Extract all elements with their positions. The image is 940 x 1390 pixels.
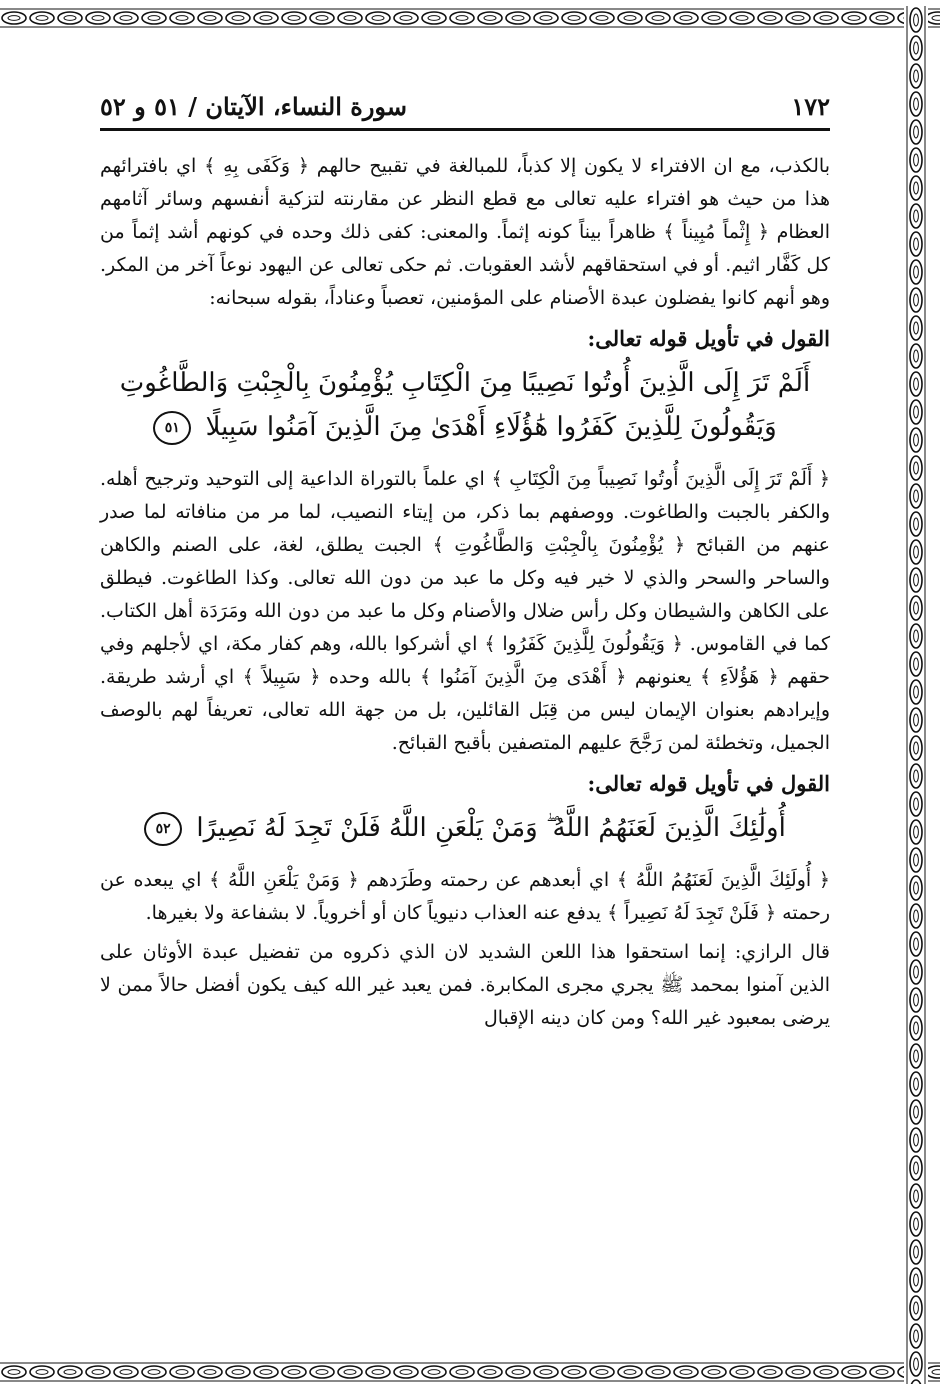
verse-line-text: أُولَٰئِكَ الَّذِينَ لَعَنَهُمُ اللَّهُ ۖ وَمَنْ يَلْعَنِ اللَّهُ فَلَنْ تَجِدَ لَهُ نَصِيرًا (196, 813, 786, 843)
verse-line (100, 806, 830, 850)
verse-number-badge: ٥١ (153, 411, 191, 445)
decorative-border-bottom (0, 1360, 940, 1384)
section-heading-2: القول في تأويل قوله تعالى: (587, 771, 830, 796)
verse-line: أَلَمْ تَرَ إِلَى الَّذِينَ أُوتُوا نَصِيبًا مِنَ الْكِتَابِ يُؤْمِنُونَ بِالْجِبْتِ وَالطَّاغُوتِ (119, 368, 811, 398)
razi-quote-paragraph: قال الرازي: إنما استحقوا هذا اللعن الشديد لان الذي ذكروه من تفضيل عبدة الأوثان على الذين آمنوا بمحمد ﷺ يجري مجرى المكابرة. فمن يعبد غير الله كيف يكون أفضل حالاً ممن لا يرضى بمعبود غير الله؟ ومن كان دينه الإقبال (100, 941, 830, 1029)
commentary-paragraph-2: ﴿ أُولَئِكَ الَّذِينَ لَعَنَهُمُ اللَّهُ ﴾ اي أبعدهم عن رحمته وطَرَدهم ﴿ وَمَنْ يَلْعَنِ اللَّهُ ﴾ اي يبعده عن رحمته ﴿ فَلَنْ تَجِدَ لَهُ نَصِيراً ﴾ يدفع عنه العذاب دنيوياً كان أو أخروياً. لا بشفاعة ولا بغيرها. (100, 869, 830, 924)
quran-verse-51 (100, 361, 830, 449)
page-body (100, 150, 830, 1041)
page-title: سورة النساء، الآيتان / ٥١ و ٥٢ (100, 91, 407, 121)
verse-number-badge: ٥٢ (144, 812, 182, 846)
page-header (100, 86, 830, 126)
commentary-paragraph-1: ﴿ أَلَمْ تَرَ إِلَى الَّذِينَ أُوتُوا نَصِيباً مِنَ الْكِتَابِ ﴾ اي علماً بالتوراة الداعية إلى التوحيد وترجيح أهله. والكفر بالجبت والطاغوت. ووصفهم بما ذكر، من إيتاء النصيب، لما مر من منافاته لما صدر عنهم من القبائح ﴿ يُؤْمِنُونَ بِالْجِبْتِ وَالطَّاغُوتِ ﴾ الجبت يطلق، لغة، على الصنم والكاهن والساحر والسحر والذي لا خير فيه وكل ما عبد من دون الله تعالى. وكذا الطاغوت. فيطلق على الكاهن والشيطان وكل رأس ضلال والأصنام وكل ما عبد من دون الله ومَرَدَة أهل الكتاب. كما في القاموس. ﴿ وَيَقُولُونَ لِلَّذِينَ كَفَرُوا ﴾ اي أشركوا بالله، وهم كفار مكة، اي لأجلهم وفي حقهم ﴿ هَؤُلاَءِ ﴾ يعنونهم ﴿ أَهْدَى مِنَ الَّذِينَ آمَنُوا ﴾ بالله وحده ﴿ سَبِيلاً ﴾ اي أرشد طريقة. وإيرادهم بعنوان الإيمان ليس من قِبَل القائلين، بل من جهة الله تعالى، تعريفاً لهم بالوصف الجميل، وتخطئة لمن رَجَّحَ عليهم المتصفين بأقبح القبائح. (100, 468, 830, 754)
verse-line (100, 405, 830, 449)
decorative-border-right (904, 6, 928, 1384)
page-number: ١٧٢ (791, 91, 830, 121)
header-divider (100, 128, 830, 131)
intro-paragraph: بالكذب، مع ان الافتراء لا يكون إلا كذباً، للمبالغة في تقبيح حالهم ﴿ وَكَفَى بِهِ ﴾ اي بافترائهم هذا من حيث هو افتراء عليه تعالى مع قطع النظر عن مقارنته لتزكية أنفسهم وسائر آثامهم العظام ﴿ إِثْماً مُبِيناً ﴾ ظاهراً بيناً كونه إثماً. والمعنى: كفى ذلك وحده في كونهم أشد إثماً من كل كَفَّار اثيم. أو في استحقاقهم لأشد العقوبات. ثم حكى تعالى عن اليهود نوعاً آخر من المكر. وهو أنهم كانوا يفضلون عبدة الأصنام على المؤمنين، تعصباً وعناداً، بقوله سبحانه: (100, 155, 830, 309)
verse-line-text: وَيَقُولُونَ لِلَّذِينَ كَفَرُوا هَٰؤُلَاءِ أَهْدَىٰ مِنَ الَّذِينَ آمَنُوا سَبِيلًا (205, 412, 777, 442)
section-heading-1: القول في تأويل قوله تعالى: (587, 326, 830, 351)
quran-verse-52 (100, 806, 830, 850)
decorative-border-top (0, 6, 940, 30)
